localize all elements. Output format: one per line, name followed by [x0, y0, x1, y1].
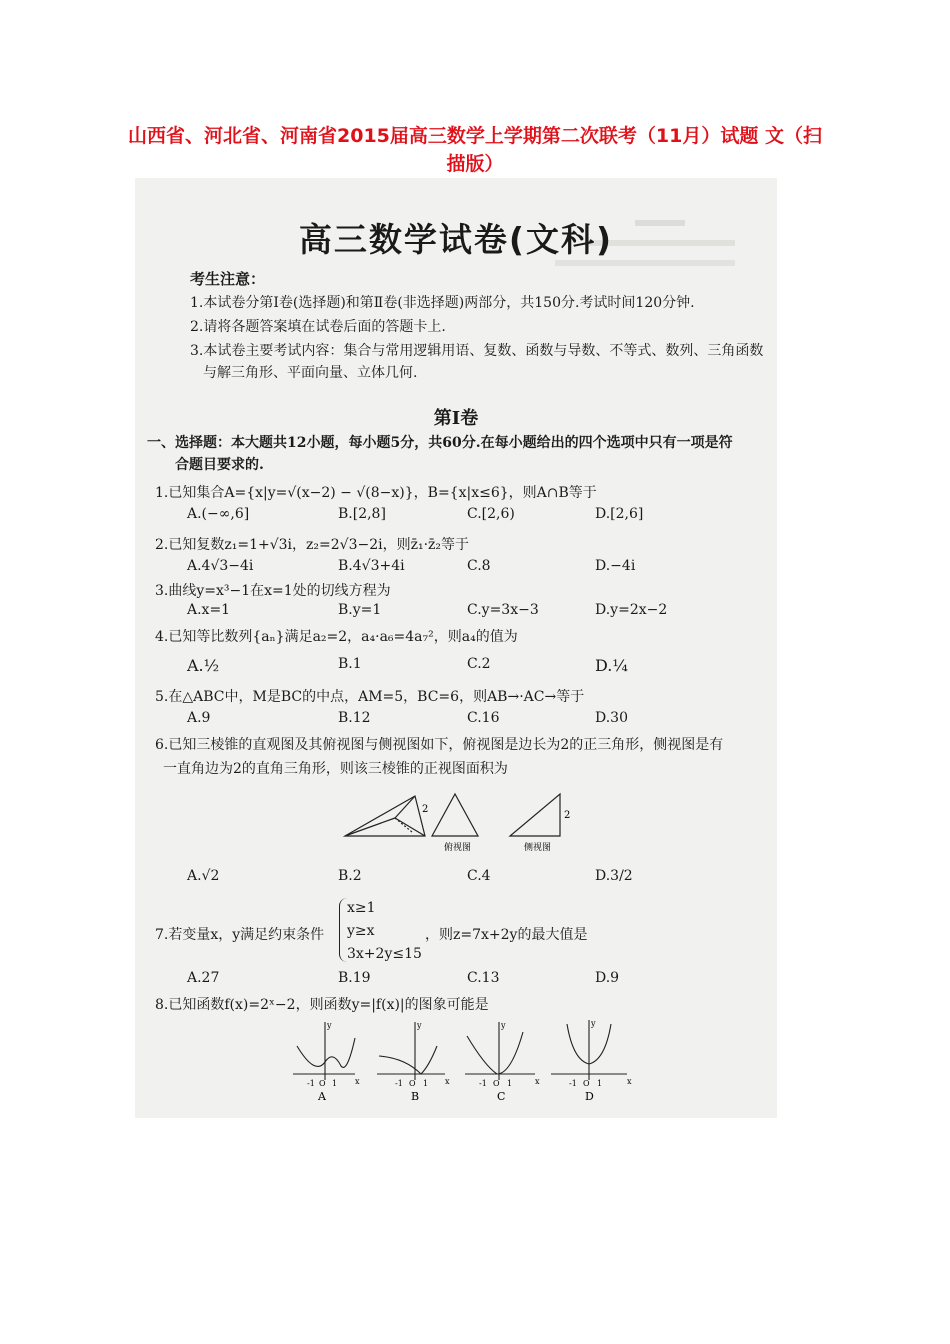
section-intro-1: 一、选择题：本大题共12小题，每小题5分，共60分.在每小题给出的四个选项中只有一项是符	[147, 435, 733, 451]
q1-option-a: A.(−∞,6]	[187, 506, 250, 522]
q7-option-c: C.13	[467, 970, 500, 986]
graph-a-origin: O	[319, 1079, 326, 1088]
graph-b-x-label: x	[445, 1077, 450, 1086]
q7-option-d: D.9	[595, 970, 620, 986]
graph-d-one: 1	[597, 1079, 603, 1088]
q6-option-d: D.3/2	[595, 868, 633, 884]
notice-3: 3.本试卷主要考试内容：集合与常用逻辑用语、复数、函数与导数、不等式、数列、三角函数	[190, 343, 764, 359]
graph-b	[377, 1022, 445, 1080]
side-view-triangle	[510, 794, 560, 836]
q4-option-a: A.½	[187, 656, 220, 675]
graph-c-one: 1	[507, 1079, 513, 1088]
question-2-stem: 2.已知复数z₁=1+√3i，z₂=2√3−2i，则z̄₁·z̄₂等于	[155, 537, 470, 553]
graph-a-neg-one: -1	[307, 1079, 315, 1088]
section-intro-2: 合题目要求的.	[175, 457, 264, 473]
side-view-side-label: 2	[564, 810, 571, 821]
side-view-caption: 侧视图	[524, 843, 552, 853]
graph-b-one: 1	[423, 1079, 429, 1088]
q1-option-d: D.[2,6]	[595, 506, 644, 522]
q4-option-d: D.¼	[595, 656, 628, 675]
q2-option-a: A.4√3−4i	[187, 558, 254, 574]
question-1-stem: 1.已知集合A={x|y=√(x−2) − √(8−x)}，B={x|x≤6}，则A∩B等于	[155, 485, 597, 501]
q2-option-b: B.4√3+4i	[338, 558, 405, 574]
q3-option-d: D.y=2x−2	[595, 602, 668, 618]
question-5-stem: 5.在△ABC中，M是BC的中点，AM=5，BC=6，则AB→·AC→等于	[155, 689, 585, 705]
graph-c-label: C	[497, 1090, 506, 1102]
notice-heading: 考生注意：	[190, 270, 266, 288]
graph-d-y-label: y	[591, 1019, 596, 1028]
constraint-3: 3x+2y≤15	[347, 946, 422, 962]
question-7-stem-prefix: 7.若变量x，y满足约束条件	[155, 927, 325, 943]
q5-option-d: D.30	[595, 710, 628, 726]
q1-option-b: B.[2,8]	[338, 506, 386, 522]
graph-a-x-label: x	[355, 1077, 360, 1086]
q1-option-c: C.[2,6)	[467, 506, 515, 522]
graph-d-label: D	[585, 1090, 594, 1102]
question-7-stem-suffix: ，则z=7x+2y的最大值是	[425, 927, 588, 943]
q5-option-a: A.9	[187, 710, 211, 726]
graph-d	[551, 1020, 627, 1080]
q3-option-a: A.x=1	[187, 602, 231, 618]
q4-option-c: C.2	[467, 656, 491, 672]
top-view-side-label: 2	[422, 804, 429, 815]
graph-b-y-label: y	[417, 1021, 422, 1030]
graph-d-x-label: x	[627, 1077, 632, 1086]
q3-option-c: C.y=3x−3	[467, 602, 539, 618]
question-6-stem-1: 6.已知三棱锥的直观图及其俯视图与侧视图如下，俯视图是边长为2的正三角形，侧视图是有	[155, 737, 724, 753]
graph-d-neg-one: -1	[569, 1079, 577, 1088]
graph-c-x-label: x	[535, 1077, 540, 1086]
graph-c-y-label: y	[501, 1021, 506, 1030]
q2-option-c: C.8	[467, 558, 491, 574]
graph-b-neg-one: -1	[395, 1079, 403, 1088]
q7-option-a: A.27	[187, 970, 220, 986]
q3-option-b: B.y=1	[338, 602, 382, 618]
question-4-stem: 4.已知等比数列{aₙ}满足a₂=2，a₄·a₆=4a₇²，则a₄的值为	[155, 629, 518, 645]
graph-a	[293, 1022, 355, 1080]
q4-option-b: B.1	[338, 656, 362, 672]
notice-3-cont: 与解三角形、平面向量、立体几何.	[203, 365, 418, 381]
scanned-exam-page	[135, 178, 777, 1118]
graph-c	[465, 1022, 535, 1080]
q6-figures	[340, 788, 590, 860]
q7-option-b: B.19	[338, 970, 371, 986]
q8-graph-options	[285, 1016, 645, 1102]
section-title: 第Ⅰ卷	[433, 408, 479, 429]
question-8-stem: 8.已知函数f(x)=2ˣ−2，则函数y=|f(x)|的图象可能是	[155, 997, 489, 1013]
q5-option-b: B.12	[338, 710, 371, 726]
q6-option-b: B.2	[338, 868, 362, 884]
document-title: 山西省、河北省、河南省2015届高三数学上学期第二次联考（11月）试题 文（扫描版）	[128, 125, 822, 175]
graph-a-y-label: y	[327, 1021, 332, 1030]
q2-option-d: D.−4i	[595, 558, 636, 574]
top-view-triangle	[432, 794, 478, 836]
q5-option-c: C.16	[467, 710, 500, 726]
exam-title: 高三数学试卷(文科)	[298, 220, 614, 259]
notice-1: 1.本试卷分第Ⅰ卷(选择题)和第Ⅱ卷(非选择题)两部分，共150分.考试时间120分钟.	[190, 295, 695, 311]
pyramid-perspective-figure	[345, 796, 425, 836]
graph-b-origin: O	[409, 1079, 416, 1088]
notice-2: 2.请将各题答案填在试卷后面的答题卡上.	[190, 319, 446, 335]
q6-option-a: A.√2	[187, 868, 220, 884]
graph-a-label: A	[318, 1090, 326, 1102]
top-view-caption: 俯视图	[444, 843, 472, 853]
q6-option-c: C.4	[467, 868, 491, 884]
graph-a-one: 1	[332, 1079, 338, 1088]
constraint-1: x≥1	[347, 900, 376, 916]
graph-c-neg-one: -1	[479, 1079, 487, 1088]
question-6-stem-2: 一直角边为2的直角三角形，则该三棱锥的正视图面积为	[163, 761, 508, 777]
graph-b-label: B	[411, 1090, 420, 1102]
graph-c-origin: O	[493, 1079, 500, 1088]
question-3-stem: 3.曲线y=x³−1在x=1处的切线方程为	[155, 583, 391, 599]
graph-d-origin: O	[583, 1079, 590, 1088]
constraint-2: y≥x	[347, 923, 375, 939]
